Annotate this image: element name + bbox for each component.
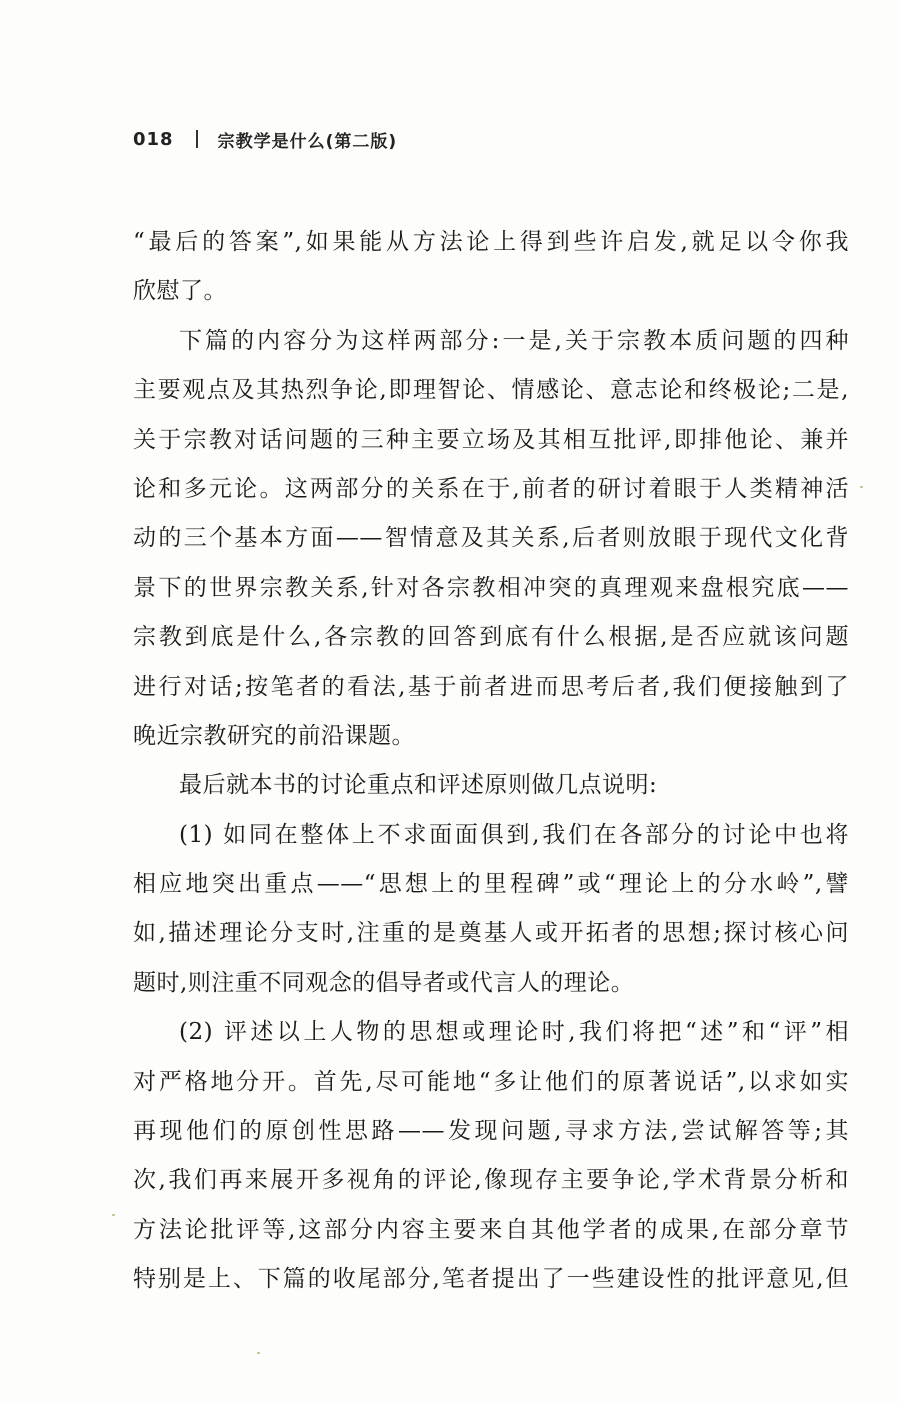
text-line: 动的三个基本方面——智情意及其关系,后者则放眼于现代文化背 bbox=[133, 525, 849, 552]
text-line: 方法论批评等,这部分内容主要来自其他学者的成果,在部分章节 bbox=[133, 1216, 849, 1243]
text-line: 主要观点及其热烈争论,即理智论、情感论、意志论和终极论;二是, bbox=[133, 377, 849, 404]
text-line: “最后的答案”,如果能从方法论上得到些许启发,就足以令你我 bbox=[133, 229, 849, 255]
header-divider bbox=[196, 130, 198, 148]
text-line: 特别是上、下篇的收尾部分,笔者提出了一些建设性的批评意见,但 bbox=[133, 1266, 849, 1293]
body-text bbox=[133, 218, 849, 1305]
page-number: 018 bbox=[133, 128, 174, 150]
text-line: (1) 如同在整体上不求面面俱到,我们在各部分的讨论中也将 bbox=[179, 821, 849, 848]
text-line: 相应地突出重点——“思想上的里程碑”或“理论上的分水岭”,譬 bbox=[133, 871, 849, 898]
text-line: 宗教到底是什么,各宗教的回答到底有什么根据,是否应就该问题 bbox=[133, 624, 849, 651]
text-line: 进行对话;按笔者的看法,基于前者进而思考后者,我们便接触到了 bbox=[133, 673, 849, 700]
text-line: (2) 评述以上人物的思想或理论时,我们将把“述”和“评”相 bbox=[179, 1019, 849, 1046]
text-line: 如,描述理论分支时,注重的是奠基人或开拓者的思想;探讨核心问 bbox=[133, 920, 849, 947]
text-line: 下篇的内容分为这样两部分:一是,关于宗教本质问题的四种 bbox=[179, 327, 849, 354]
text-line: 欣慰了。 bbox=[133, 278, 227, 305]
text-line: 最后就本书的讨论重点和评述原则做几点说明: bbox=[179, 772, 658, 799]
text-line: 景下的世界宗教关系,针对各宗教相冲突的真理观来盘根究底—— bbox=[133, 574, 849, 601]
text-line: 对严格地分开。首先,尽可能地“多让他们的原著说话”,以求如实 bbox=[133, 1068, 849, 1095]
paper-speck bbox=[112, 1214, 115, 1216]
text-line: 关于宗教对话问题的三种主要立场及其相互批评,即排他论、兼并 bbox=[133, 426, 849, 453]
text-line: 再现他们的原创性思路——发现问题,寻求方法,尝试解答等;其 bbox=[133, 1118, 849, 1145]
paper-speck bbox=[257, 1352, 260, 1354]
paper-speck bbox=[860, 486, 863, 488]
text-line: 晚近宗教研究的前沿课题。 bbox=[133, 722, 415, 749]
running-head bbox=[133, 124, 397, 154]
text-line: 题时,则注重不同观念的倡导者或代言人的理论。 bbox=[133, 969, 635, 996]
text-line: 次,我们再来展开多视角的评论,像现存主要争论,学术背景分析和 bbox=[133, 1167, 849, 1194]
text-line: 论和多元论。这两部分的关系在于,前者的研讨着眼于人类精神活 bbox=[133, 475, 849, 502]
book-title: 宗教学是什么(第二版) bbox=[217, 131, 398, 152]
